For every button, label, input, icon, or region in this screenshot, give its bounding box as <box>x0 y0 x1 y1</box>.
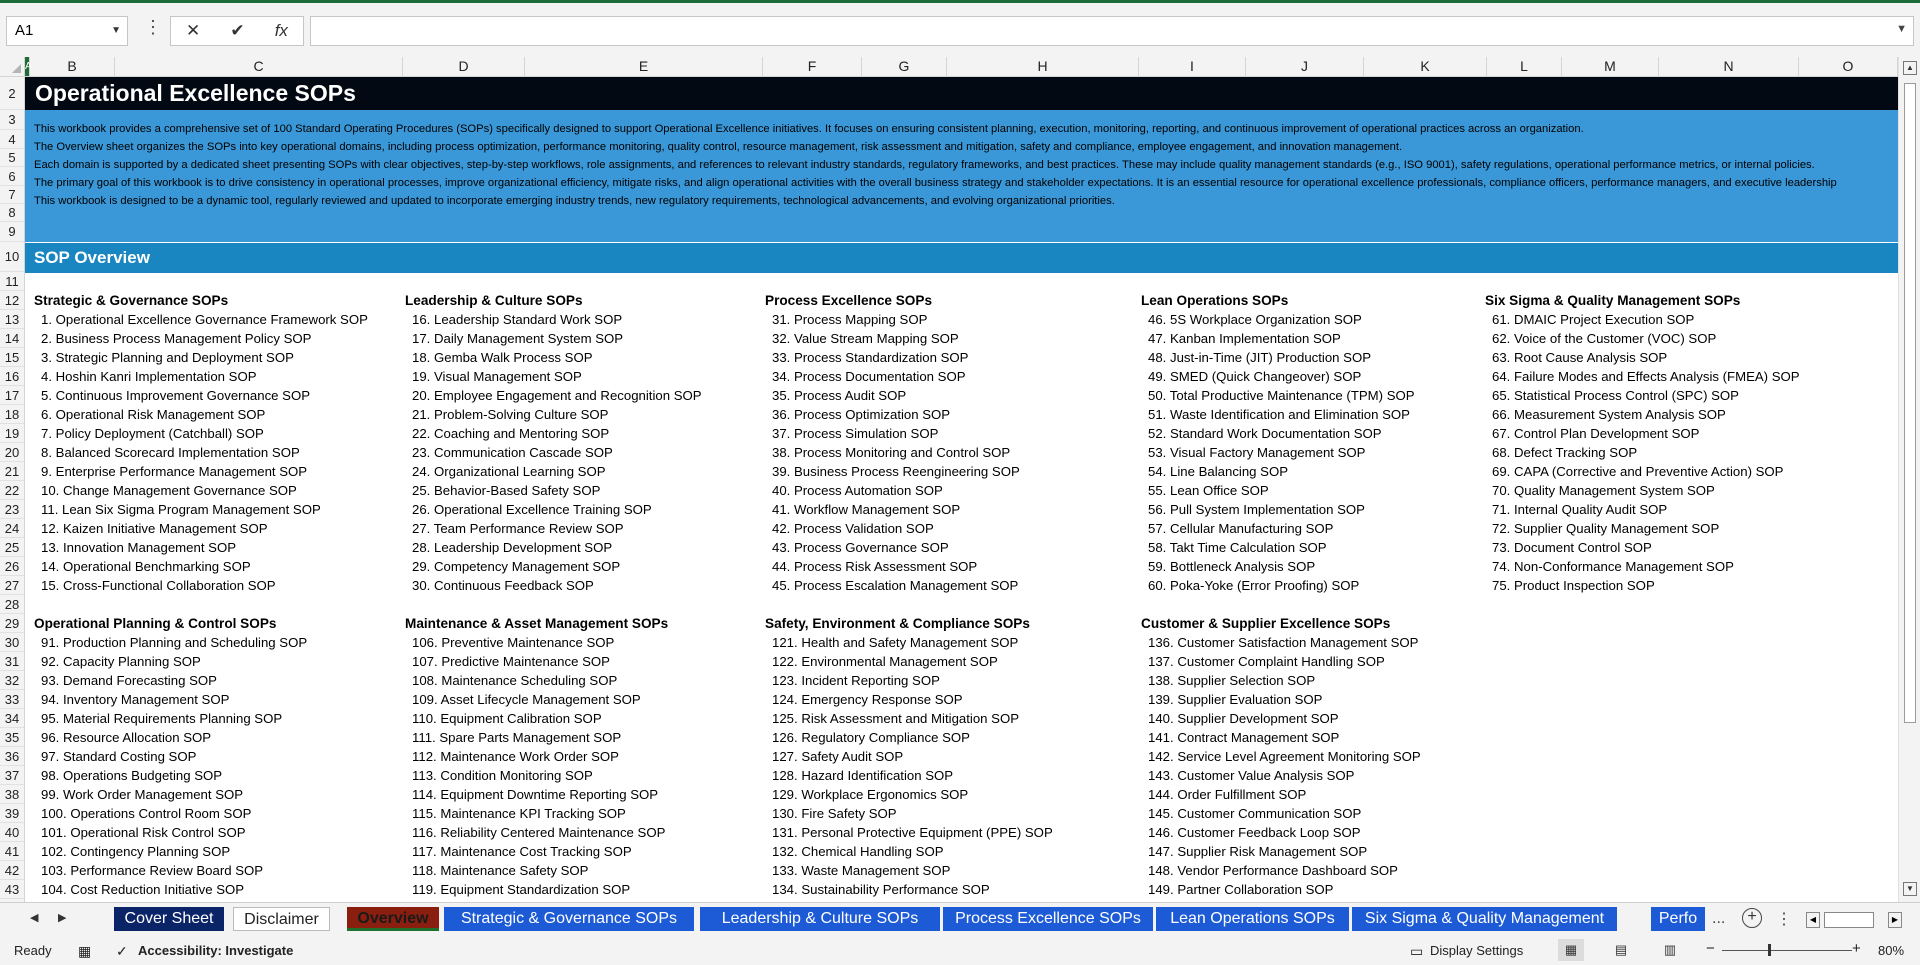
sop-list-item[interactable]: 60. Poka-Yoke (Error Proofing) SOP <box>1148 578 1360 593</box>
sop-list-item[interactable]: 40. Process Automation SOP <box>772 483 943 498</box>
sop-list-item[interactable]: 50. Total Productive Maintenance (TPM) SOP <box>1148 388 1415 403</box>
sop-list-item[interactable]: 47. Kanban Implementation SOP <box>1148 331 1341 346</box>
sop-list-item[interactable]: 6. Operational Risk Management SOP <box>41 407 266 422</box>
sop-list-item[interactable]: 21. Problem-Solving Culture SOP <box>412 407 609 422</box>
row-header[interactable]: 39 <box>0 804 24 823</box>
chevron-down-icon[interactable]: ▼ <box>111 25 121 36</box>
sop-list-item[interactable]: 127. Safety Audit SOP <box>772 749 904 764</box>
row-header[interactable]: 19 <box>0 424 24 443</box>
sop-list-item[interactable]: 27. Team Performance Review SOP <box>412 521 624 536</box>
sop-list-item[interactable]: 109. Asset Lifecycle Management SOP <box>412 692 641 707</box>
row-header[interactable]: 42 <box>0 861 24 880</box>
status-bar <box>0 935 1920 965</box>
sop-list-item[interactable]: 124. Emergency Response SOP <box>772 692 963 707</box>
sop-list-item[interactable]: 107. Predictive Maintenance SOP <box>412 654 610 669</box>
sop-list-item[interactable]: 95. Material Requirements Planning SOP <box>41 711 283 726</box>
sop-list-item[interactable]: 134. Sustainability Performance SOP <box>772 882 990 897</box>
sop-list-item[interactable]: 44. Process Risk Assessment SOP <box>772 559 978 574</box>
sop-list-item[interactable]: 23. Communication Cascade SOP <box>412 445 613 460</box>
name-box[interactable] <box>6 16 128 46</box>
row-header[interactable]: 43 <box>0 880 24 899</box>
sop-list-item[interactable]: 103. Performance Review Board SOP <box>41 863 264 878</box>
display-settings-icon: ▭ <box>1410 943 1424 959</box>
accessibility-status[interactable]: Accessibility: Investigate <box>138 943 294 958</box>
sop-list-item[interactable]: 93. Demand Forecasting SOP <box>41 673 217 688</box>
section-title: Lean Operations SOPs <box>1141 293 1289 308</box>
sop-list-item[interactable]: 4. Hoshin Kanri Implementation SOP <box>41 369 257 384</box>
sop-list-item[interactable]: 29. Competency Management SOP <box>412 559 621 574</box>
sop-list-item[interactable]: 133. Waste Management SOP <box>772 863 951 878</box>
description-line: This workbook provides a comprehensive set of 100 Standard Operating Procedures (SOPs) specifically designed to support Operational Excellence initiatives. It focuses on ensuring consistent planning, execution, monitoring, reporting, and continuous improvement of operational practices across an organization. <box>34 123 1584 135</box>
sop-list-item[interactable]: 102. Contingency Planning SOP <box>41 844 231 859</box>
row-header[interactable]: 9 <box>0 222 24 242</box>
sop-list-item[interactable]: 10. Change Management Governance SOP <box>41 483 297 498</box>
name-box-value: A1 <box>15 22 34 39</box>
sop-list-item[interactable]: 32. Value Stream Mapping SOP <box>772 331 959 346</box>
row-header[interactable]: 26 <box>0 557 24 576</box>
sop-list-item[interactable]: 42. Process Validation SOP <box>772 521 934 536</box>
row-header[interactable]: 10 <box>0 242 24 272</box>
column-header-bar <box>0 57 1920 77</box>
row-header[interactable]: 12 <box>0 291 24 310</box>
sop-list-item[interactable]: 7. Policy Deployment (Catchball) SOP <box>41 426 264 441</box>
scroll-thumb[interactable] <box>1824 912 1874 928</box>
sop-list-item[interactable]: 98. Operations Budgeting SOP <box>41 768 223 783</box>
sop-list-item[interactable]: 97. Standard Costing SOP <box>41 749 197 764</box>
row-header[interactable]: 7 <box>0 186 24 204</box>
column-header-f[interactable]: F <box>763 57 862 76</box>
sop-list-item[interactable]: 125. Risk Assessment and Mitigation SOP <box>772 711 1020 726</box>
sop-list-item[interactable]: 70. Quality Management System SOP <box>1492 483 1715 498</box>
sop-list-item[interactable]: 101. Operational Risk Control SOP <box>41 825 246 840</box>
sop-list-item[interactable]: 55. Lean Office SOP <box>1148 483 1269 498</box>
row-header[interactable]: 21 <box>0 462 24 481</box>
sop-list-item[interactable]: 136. Customer Satisfaction Management SOP <box>1148 635 1419 650</box>
sop-list-item[interactable]: 12. Kaizen Initiative Management SOP <box>41 521 268 536</box>
sheet-tab[interactable]: Process Excellence SOPs <box>943 907 1153 931</box>
sheet-tab[interactable]: Perfo <box>1651 907 1705 931</box>
sheet-tab[interactable]: Overview <box>347 907 439 931</box>
row-header[interactable]: 18 <box>0 405 24 424</box>
column-header-e[interactable]: E <box>525 57 763 76</box>
section-title: Six Sigma & Quality Management SOPs <box>1485 293 1741 308</box>
insert-function-icon[interactable] <box>275 21 288 41</box>
sop-list-item[interactable]: 41. Workflow Management SOP <box>772 502 961 517</box>
row-header[interactable]: 17 <box>0 386 24 405</box>
sop-list-item[interactable]: 18. Gemba Walk Process SOP <box>412 350 593 365</box>
sop-list-item[interactable]: 2. Business Process Management Policy SOP <box>41 331 312 346</box>
sop-list-item[interactable]: 28. Leadership Development SOP <box>412 540 613 555</box>
sop-list-item[interactable]: 132. Chemical Handling SOP <box>772 844 944 859</box>
sheet-tab-bar <box>0 902 1920 935</box>
sop-list-item[interactable]: 115. Maintenance KPI Tracking SOP <box>412 806 626 821</box>
sop-list-item[interactable]: 68. Defect Tracking SOP <box>1492 445 1638 460</box>
sop-list-item[interactable]: 14. Operational Benchmarking SOP <box>41 559 251 574</box>
column-header-n[interactable]: N <box>1659 57 1799 76</box>
sheet-tab[interactable]: Six Sigma & Quality Management <box>1352 907 1617 931</box>
column-header-b[interactable]: B <box>30 57 115 76</box>
row-header[interactable]: 29 <box>0 614 24 633</box>
zoom-slider-thumb[interactable] <box>1768 944 1771 956</box>
sop-list-item[interactable]: 110. Equipment Calibration SOP <box>412 711 602 726</box>
sop-list-item[interactable]: 15. Cross-Functional Collaboration SOP <box>41 578 276 593</box>
sop-list-item[interactable]: 96. Resource Allocation SOP <box>41 730 212 745</box>
row-header[interactable]: 15 <box>0 348 24 367</box>
formula-buttons <box>170 16 304 46</box>
row-header[interactable]: 6 <box>0 167 24 186</box>
sop-list-item[interactable]: 143. Customer Value Analysis SOP <box>1148 768 1355 783</box>
sop-list-item[interactable]: 5. Continuous Improvement Governance SOP <box>41 388 311 403</box>
sop-list-item[interactable]: 145. Customer Communication SOP <box>1148 806 1362 821</box>
scroll-right-icon[interactable]: ▶ <box>1888 912 1902 928</box>
select-all-corner[interactable] <box>0 57 25 76</box>
sop-list-item[interactable]: 38. Process Monitoring and Control SOP <box>772 445 1011 460</box>
row-header[interactable]: 3 <box>0 110 24 130</box>
sop-list-item[interactable]: 123. Incident Reporting SOP <box>772 673 940 688</box>
sop-list-item[interactable]: 16. Leadership Standard Work SOP <box>412 312 623 327</box>
sop-list-item[interactable]: 58. Takt Time Calculation SOP <box>1148 540 1327 555</box>
section-title: Process Excellence SOPs <box>765 293 933 308</box>
display-settings-button[interactable]: Display Settings <box>1430 943 1524 958</box>
formula-input[interactable] <box>310 16 1914 46</box>
row-header[interactable]: 41 <box>0 842 24 861</box>
sop-list-item[interactable]: 117. Maintenance Cost Tracking SOP <box>412 844 632 859</box>
row-header[interactable]: 22 <box>0 481 24 500</box>
sop-list-item[interactable]: 119. Equipment Standardization SOP <box>412 882 631 897</box>
sop-list-item[interactable]: 92. Capacity Planning SOP <box>41 654 201 669</box>
row-header[interactable]: 31 <box>0 652 24 671</box>
sop-list-item[interactable]: 100. Operations Control Room SOP <box>41 806 252 821</box>
row-header[interactable]: 30 <box>0 633 24 652</box>
section-title: Maintenance & Asset Management SOPs <box>405 616 669 631</box>
more-vertical-icon[interactable]: ⋮ <box>144 17 162 37</box>
sop-list-item[interactable]: 9. Enterprise Performance Management SOP <box>41 464 308 479</box>
column-header-m[interactable]: M <box>1562 57 1659 76</box>
sop-list-item[interactable]: 34. Process Documentation SOP <box>772 369 966 384</box>
sop-list-item[interactable]: 71. Internal Quality Audit SOP <box>1492 502 1668 517</box>
accessibility-icon: ✓ <box>116 943 128 959</box>
scroll-up-icon[interactable]: ▲ <box>1903 61 1917 75</box>
expand-formula-icon[interactable]: ▼ <box>1896 23 1907 35</box>
sop-list-item[interactable]: 37. Process Simulation SOP <box>772 426 939 441</box>
sop-list-item[interactable]: 130. Fire Safety SOP <box>772 806 897 821</box>
tab-next-icon[interactable]: ▶ <box>58 912 67 924</box>
description-line: This workbook is designed to be a dynamic tool, regularly reviewed and updated to incorporate emerging industry trends, new regulatory requirements, technological advancements, and evolving organizational priorities. <box>34 195 1115 207</box>
sop-list-item[interactable]: 35. Process Audit SOP <box>772 388 907 403</box>
macro-record-icon[interactable]: ▦ <box>78 943 92 959</box>
section-title: Strategic & Governance SOPs <box>34 293 229 308</box>
column-header-k[interactable]: K <box>1364 57 1487 76</box>
sop-list-item[interactable]: 126. Regulatory Compliance SOP <box>772 730 970 745</box>
sop-list-item[interactable]: 19. Visual Management SOP <box>412 369 582 384</box>
sop-list-item[interactable]: 148. Vendor Performance Dashboard SOP <box>1148 863 1398 878</box>
column-header-i[interactable]: I <box>1139 57 1246 76</box>
sop-list-item[interactable]: 128. Hazard Identification SOP <box>772 768 954 783</box>
sop-list-item[interactable]: 72. Supplier Quality Management SOP <box>1492 521 1720 536</box>
sop-list-item[interactable]: 91. Production Planning and Scheduling SOP <box>41 635 308 650</box>
sop-list-item[interactable]: 75. Product Inspection SOP <box>1492 578 1655 593</box>
sop-list-item[interactable]: 17. Daily Management System SOP <box>412 331 624 346</box>
fx-label: fx <box>274 21 288 40</box>
sop-list-item[interactable]: 141. Contract Management SOP <box>1148 730 1340 745</box>
sop-list-item[interactable]: 112. Maintenance Work Order SOP <box>412 749 619 764</box>
sop-list-item[interactable]: 39. Business Process Reengineering SOP <box>772 464 1020 479</box>
row-header[interactable]: 32 <box>0 671 24 690</box>
description-line: Each domain is supported by a dedicated sheet presenting SOPs with clear objectives, step-by-step workflows, role assignments, and references to relevant industry standards, regulatory frameworks, and best practices. These may include quality management standards (e.g., ISO 9001), safety regulations, operational performance metrics, or internal policies. <box>34 159 1815 171</box>
scroll-left-icon[interactable]: ◀ <box>1806 912 1820 928</box>
sop-list-item[interactable]: 62. Voice of the Customer (VOC) SOP <box>1492 331 1717 346</box>
add-sheet-icon[interactable]: + <box>1742 908 1762 928</box>
sop-list-item[interactable]: 31. Process Mapping SOP <box>772 312 928 327</box>
sop-list-item[interactable]: 53. Visual Factory Management SOP <box>1148 445 1366 460</box>
sop-list-item[interactable]: 64. Failure Modes and Effects Analysis (FMEA) SOP <box>1492 369 1800 384</box>
vertical-scrollbar[interactable] <box>1898 57 1920 902</box>
row-header[interactable]: 27 <box>0 576 24 595</box>
description-line: The Overview sheet organizes the SOPs into key operational domains, including process optimization, performance monitoring, quality control, resource management, risk assessment and mitigation, safety and compliance, employee engagement, and innovation management. <box>34 141 1403 153</box>
sop-list-item[interactable]: 13. Innovation Management SOP <box>41 540 237 555</box>
sop-list-item[interactable]: 22. Coaching and Mentoring SOP <box>412 426 610 441</box>
sop-list-item[interactable]: 94. Inventory Management SOP <box>41 692 230 707</box>
worksheet-grid[interactable] <box>25 77 1898 902</box>
row-header[interactable]: 28 <box>0 595 24 614</box>
sop-list-item[interactable]: 61. DMAIC Project Execution SOP <box>1492 312 1695 327</box>
row-header[interactable]: 37 <box>0 766 24 785</box>
description-line: The primary goal of this workbook is to drive consistency in operational processes, improve organizational efficiency, mitigate risks, and align operational activities with the overall business strategy and stakeholder expectations. It is an essential resource for operational excellence professionals, compliance officers, performance managers, and executive leadership <box>34 177 1837 189</box>
scroll-thumb[interactable] <box>1904 83 1916 723</box>
sop-list-item[interactable]: 73. Document Control SOP <box>1492 540 1652 555</box>
sop-list-item[interactable]: 33. Process Standardization SOP <box>772 350 969 365</box>
horizontal-scrollbar[interactable] <box>1806 912 1902 928</box>
description-band <box>25 110 1898 242</box>
more-vertical-icon[interactable]: ⋮ <box>1776 911 1792 928</box>
column-header-a[interactable]: A <box>25 57 30 76</box>
row-header[interactable]: 24 <box>0 519 24 538</box>
sop-list-item[interactable]: 106. Preventive Maintenance SOP <box>412 635 615 650</box>
sheet-title: Operational Excellence SOPs <box>25 77 1898 110</box>
tab-prev-icon[interactable]: ◀ <box>30 912 39 924</box>
sop-list-item[interactable]: 57. Cellular Manufacturing SOP <box>1148 521 1334 536</box>
sop-list-item[interactable]: 146. Customer Feedback Loop SOP <box>1148 825 1361 840</box>
sop-list-item[interactable]: 116. Reliability Centered Maintenance SOP <box>412 825 666 840</box>
sop-list-item[interactable]: 147. Supplier Risk Management SOP <box>1148 844 1368 859</box>
zoom-in-button[interactable]: + <box>1852 940 1861 957</box>
row-header[interactable]: 14 <box>0 329 24 348</box>
row-header[interactable]: 34 <box>0 709 24 728</box>
sop-list-item[interactable]: 59. Bottleneck Analysis SOP <box>1148 559 1316 574</box>
row-header[interactable]: 5 <box>0 149 24 167</box>
section-title: Customer & Supplier Excellence SOPs <box>1141 616 1391 631</box>
sop-list-item[interactable]: 3. Strategic Planning and Deployment SOP <box>41 350 294 365</box>
page-layout-icon[interactable]: ▤ <box>1614 942 1628 957</box>
sheet-tab[interactable]: Disclaimer <box>233 907 330 931</box>
sop-list-item[interactable]: 11. Lean Six Sigma Program Management SOP <box>41 502 321 517</box>
row-header[interactable]: 20 <box>0 443 24 462</box>
sop-list-item[interactable]: 69. CAPA (Corrective and Preventive Action) SOP <box>1492 464 1784 479</box>
sop-list-item[interactable]: 149. Partner Collaboration SOP <box>1148 882 1334 897</box>
normal-view-icon[interactable]: ▦ <box>1558 939 1584 961</box>
sop-list-item[interactable]: 46. 5S Workplace Organization SOP <box>1148 312 1362 327</box>
sop-list-item[interactable]: 111. Spare Parts Management SOP <box>412 730 622 745</box>
sop-list-item[interactable]: 138. Supplier Selection SOP <box>1148 673 1316 688</box>
sop-list-item[interactable]: 63. Root Cause Analysis SOP <box>1492 350 1668 365</box>
row-header[interactable]: 25 <box>0 538 24 557</box>
row-header[interactable]: 33 <box>0 690 24 709</box>
row-header[interactable]: 38 <box>0 785 24 804</box>
sop-list-item[interactable]: 144. Order Fulfillment SOP <box>1148 787 1307 802</box>
formula-bar <box>0 3 1920 57</box>
sop-list-item[interactable]: 24. Organizational Learning SOP <box>412 464 606 479</box>
row-header[interactable]: 40 <box>0 823 24 842</box>
sheet-tab[interactable]: Lean Operations SOPs <box>1156 907 1349 931</box>
cancel-icon[interactable]: ✕ <box>186 21 201 40</box>
row-header[interactable]: 36 <box>0 747 24 766</box>
row-header[interactable]: 2 <box>0 77 24 110</box>
column-header-o[interactable]: O <box>1799 57 1898 76</box>
more-tabs[interactable]: ... <box>1712 910 1726 927</box>
sop-list-item[interactable]: 8. Balanced Scorecard Implementation SOP <box>41 445 300 460</box>
sheet-tab[interactable]: Strategic & Governance SOPs <box>444 907 694 931</box>
column-header-j[interactable]: J <box>1246 57 1364 76</box>
column-header-l[interactable]: L <box>1487 57 1562 76</box>
sop-list-item[interactable]: 121. Health and Safety Management SOP <box>772 635 1019 650</box>
row-header[interactable]: 8 <box>0 204 24 222</box>
row-header-bar <box>0 77 25 902</box>
scroll-down-icon[interactable]: ▼ <box>1903 882 1917 896</box>
sop-list-item[interactable]: 113. Condition Monitoring SOP <box>412 768 593 783</box>
sop-list-item[interactable]: 131. Personal Protective Equipment (PPE) SOP <box>772 825 1053 840</box>
sop-list-item[interactable]: 30. Continuous Feedback SOP <box>412 578 594 593</box>
sop-list-item[interactable]: 122. Environmental Management SOP <box>772 654 998 669</box>
status-ready: Ready <box>14 943 52 958</box>
sheet-tab[interactable]: Cover Sheet <box>114 907 224 931</box>
column-header-d[interactable]: D <box>403 57 525 76</box>
zoom-slider[interactable] <box>1722 950 1852 951</box>
zoom-out-button[interactable]: − <box>1706 940 1715 957</box>
sop-list-item[interactable]: 129. Workplace Ergonomics SOP <box>772 787 969 802</box>
sop-list-item[interactable]: 137. Customer Complaint Handling SOP <box>1148 654 1385 669</box>
sop-list-item[interactable]: 104. Cost Reduction Initiative SOP <box>41 882 245 897</box>
sheet-tab[interactable]: Leadership & Culture SOPs <box>700 907 940 931</box>
sop-list-item[interactable]: 36. Process Optimization SOP <box>772 407 951 422</box>
page-break-icon[interactable]: ▥ <box>1663 942 1677 957</box>
section-title: Safety, Environment & Compliance SOPs <box>765 616 1030 631</box>
sop-list-item[interactable]: 140. Supplier Development SOP <box>1148 711 1339 726</box>
sop-list-item[interactable]: 51. Waste Identification and Elimination SOP <box>1148 407 1410 422</box>
row-header[interactable]: 11 <box>0 272 24 291</box>
section-title: Operational Planning & Control SOPs <box>34 616 277 631</box>
column-header-h[interactable]: H <box>947 57 1139 76</box>
row-header[interactable]: 4 <box>0 130 24 149</box>
sop-list-item[interactable]: 1. Operational Excellence Governance Framework SOP <box>41 312 368 327</box>
sop-list-item[interactable]: 118. Maintenance Safety SOP <box>412 863 589 878</box>
sop-list-item[interactable]: 52. Standard Work Documentation SOP <box>1148 426 1382 441</box>
sop-list-item[interactable]: 108. Maintenance Scheduling SOP <box>412 673 618 688</box>
sop-list-item[interactable]: 45. Process Escalation Management SOP <box>772 578 1019 593</box>
sop-list-item[interactable]: 56. Pull System Implementation SOP <box>1148 502 1365 517</box>
sop-list-item[interactable]: 142. Service Level Agreement Monitoring SOP <box>1148 749 1421 764</box>
sop-list-item[interactable]: 49. SMED (Quick Changeover) SOP <box>1148 369 1362 384</box>
confirm-icon[interactable]: ✔ <box>230 21 245 40</box>
column-header-c[interactable]: C <box>115 57 403 76</box>
row-header[interactable]: 13 <box>0 310 24 329</box>
sop-list-item[interactable]: 114. Equipment Downtime Reporting SOP <box>412 787 659 802</box>
sop-list-item[interactable]: 25. Behavior-Based Safety SOP <box>412 483 601 498</box>
sop-list-item[interactable]: 65. Statistical Process Control (SPC) SOP <box>1492 388 1739 403</box>
section-title: Leadership & Culture SOPs <box>405 293 583 308</box>
sop-list-item[interactable]: 26. Operational Excellence Training SOP <box>412 502 652 517</box>
sop-list-item[interactable]: 48. Just-in-Time (JIT) Production SOP <box>1148 350 1372 365</box>
column-header-g[interactable]: G <box>862 57 947 76</box>
sop-list-item[interactable]: 43. Process Governance SOP <box>772 540 949 555</box>
sop-list-item[interactable]: 54. Line Balancing SOP <box>1148 464 1289 479</box>
sop-list-item[interactable]: 67. Control Plan Development SOP <box>1492 426 1700 441</box>
sop-list-item[interactable]: 20. Employee Engagement and Recognition SOP <box>412 388 702 403</box>
overview-heading: SOP Overview <box>25 243 1898 273</box>
sop-list-item[interactable]: 74. Non-Conformance Management SOP <box>1492 559 1734 574</box>
sop-list-item[interactable]: 99. Work Order Management SOP <box>41 787 244 802</box>
row-header[interactable]: 35 <box>0 728 24 747</box>
row-header[interactable]: 16 <box>0 367 24 386</box>
row-header[interactable]: 23 <box>0 500 24 519</box>
sop-list-item[interactable]: 66. Measurement System Analysis SOP <box>1492 407 1726 422</box>
zoom-level[interactable]: 80% <box>1878 943 1905 958</box>
sop-list-item[interactable]: 139. Supplier Evaluation SOP <box>1148 692 1323 707</box>
